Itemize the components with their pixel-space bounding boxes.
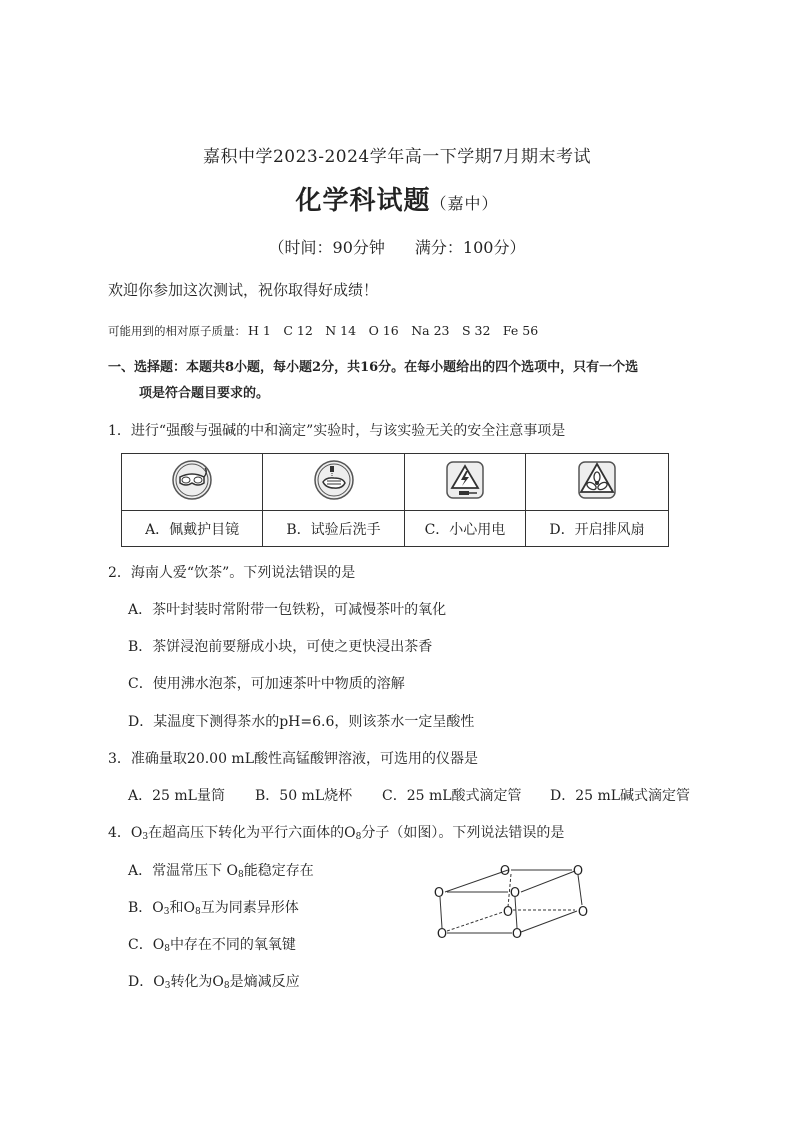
electric-warning-cell [404, 454, 525, 511]
bond [440, 897, 442, 928]
oxygen-atom: O [509, 886, 521, 901]
question-3-option-c: C．25 mL酸式滴定管 [382, 788, 522, 804]
o8-molecule-diagram [425, 855, 595, 945]
question-2-option-c: C．使用沸水泡茶，可加速茶叶中物质的溶解 [128, 676, 405, 692]
hand-wash-cell [263, 454, 405, 511]
question-4-option-a: A．常温常压下 $O_8$能稳定存在 [128, 863, 314, 880]
question-4-option-c: C．$O_8$中存在不同的氧氧键 [128, 937, 296, 954]
oxygen-atom: O [499, 864, 511, 879]
bond [521, 871, 575, 892]
oxygen-atom: O [511, 927, 523, 942]
goggles-icon [170, 458, 214, 502]
time-score-line [0, 235, 794, 258]
question-1-stem: 1．进行“强酸与强碱的中和滴定”实验时，与该实验无关的安全注意事项是 [108, 423, 566, 439]
time-info: （时间：90分钟 [268, 238, 385, 257]
section-line-2: 项是符合题目要求的。 [139, 386, 270, 401]
question-3-option-b: B．50 mL烧杯 [255, 788, 353, 804]
question-4-option-d: D．$O_3$转化为$O_8$是熵减反应 [128, 974, 300, 991]
bond [445, 870, 508, 892]
option-c-label: C．小心用电 [404, 511, 525, 547]
question-2-option-a: A．茶叶封装时常附带一包铁粉，可减慢茶叶的氧化 [128, 602, 447, 618]
question-4-stem: 4．$O_3$在超高压下转化为平行六面体的$O_8$分子（如图）。下列说法错误的是 [108, 825, 565, 842]
option-a-label: A．佩戴护目镜 [122, 511, 263, 547]
atomic-masses-values: H 1 C 12 N 14 O 16 Na 23 S 32 Fe 56 [248, 323, 539, 338]
question-4-option-b: B．$O_3$和$O_8$互为同素异形体 [128, 900, 299, 917]
score-info: 满分：100分） [414, 238, 526, 257]
title-main: 化学科试题 [295, 186, 431, 216]
option-b-label: B．试验后洗手 [263, 511, 405, 547]
goggles-cell [122, 454, 263, 511]
exhaust-fan-icon [575, 458, 619, 502]
bond [521, 911, 577, 932]
oxygen-atom: O [502, 905, 514, 920]
atomic-masses [108, 321, 538, 339]
o8-bonds [440, 870, 582, 933]
section-line-1: 一、选择题：本题共8小题，每小题2分，共16分。在每小题给出的四个选项中，只有一个选 [108, 360, 639, 375]
question-3-stem: 3．准确量取20.00 mL酸性高锰酸钾溶液，可选用的仪器是 [108, 751, 479, 767]
exam-school-line: 嘉积中学2023-2024学年高一下学期7月期末考试 [202, 147, 592, 167]
question-2-option-b: B．茶饼浸泡前要掰成小块，可使之更快浸出茶香 [128, 639, 433, 655]
section-heading [108, 355, 693, 407]
question-3-option-d: D．25 mL碱式滴定管 [550, 788, 691, 804]
question-3-option-a: A．25 mL量筒 [128, 788, 225, 804]
atomic-masses-label: 可能用到的相对原子质量： [108, 324, 246, 338]
question-2-option-d: D．某温度下测得茶水的pH=6.6，则该茶水一定呈酸性 [128, 714, 475, 730]
bond-hidden [447, 912, 503, 931]
title-sub: （嘉中） [430, 194, 499, 213]
welcome-text: 欢迎你参加这次测试，祝你取得好成绩！ [108, 281, 379, 299]
hand-wash-icon [312, 458, 356, 502]
exhaust-fan-cell [526, 454, 669, 511]
electric-warning-icon [443, 458, 487, 502]
page-title [0, 180, 794, 217]
bond [578, 875, 582, 905]
safety-icons-table [121, 453, 669, 547]
question-3-options [128, 785, 698, 805]
oxygen-atom: O [436, 927, 448, 942]
option-d-label: D．开启排风扇 [526, 511, 669, 547]
question-2-stem: 2．海南人爱“饮茶”。下列说法错误的是 [108, 565, 356, 581]
oxygen-atom: O [433, 886, 445, 901]
oxygen-atom: O [572, 864, 584, 879]
oxygen-atom: O [577, 905, 589, 920]
bond [515, 897, 517, 928]
